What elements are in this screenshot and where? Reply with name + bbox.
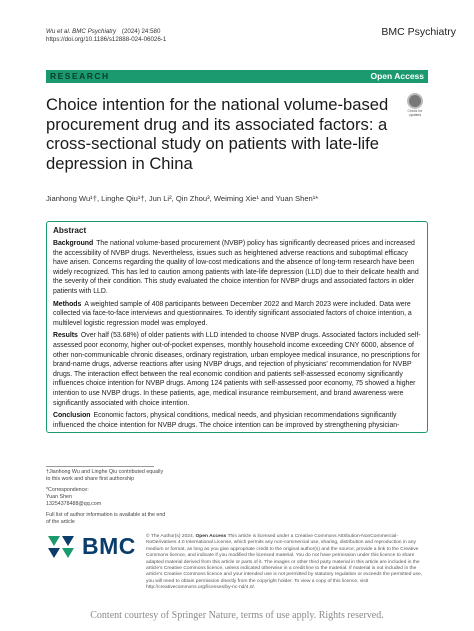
methods-text: A weighted sample of 408 participants between December 2022 and March 2023 were included. Data were collected via face-to-face interviews and questionnaires. To identify significant associated factors of choice intention, a multilevel logistic regression model was employed.	[53, 300, 412, 327]
methods-label: Methods	[53, 300, 82, 308]
abstract-background	[53, 239, 421, 297]
bmc-logo	[46, 534, 136, 560]
check-for-updates-badge[interactable]	[404, 93, 426, 115]
results-label: Results	[53, 332, 78, 340]
journal-name: BMC Psychiatry	[381, 26, 456, 38]
license-block	[146, 534, 428, 592]
abstract-methods	[53, 300, 421, 329]
bmc-logo-text: BMC	[82, 533, 136, 559]
correspondence-email[interactable]: 13254378488@qq.com	[46, 501, 102, 507]
citation-line	[46, 28, 166, 36]
abstract-conclusion	[53, 411, 421, 430]
citation-author: Wu et al. BMC Psychiatry	[46, 28, 117, 35]
page-footer: Content courtesy of Springer Nature, terms of use apply. Rights reserved.	[90, 610, 384, 621]
footnotes	[46, 466, 166, 530]
copyright: © The Author(s) 2024.	[146, 534, 195, 539]
abstract-heading: Abstract	[53, 226, 87, 235]
footnote-divider	[46, 466, 154, 467]
correspondence-name: Yuan Shen	[46, 494, 72, 500]
author-list: Jianhong Wu¹†, Linghe Qiu¹†, Jun Li², Qin Zhou³, Weiming Xie¹ and Yuan Shen¹*	[46, 194, 319, 203]
bmc-logo-icon	[46, 534, 78, 560]
license-open-access-label: Open Access	[195, 534, 227, 539]
abstract-results	[53, 331, 421, 408]
correspondence	[46, 487, 166, 508]
license-text: This article is licensed under a Creative Commons Attribution-NonCommercial-NoDerivatives 4.0 International License, which permits any non-commercial use, sharing, distribution and reproduction in any medium or format, as long as you give appropriate credit to the original author(s) and the source, provide a link to the Creative Commons licence, and indicate if you modified the licensed material. You do not have permission under this licence to share adapted material derived from this article or parts of it. The images or other third party material in this article are included in the article's Creative Commons licence, unless indicated otherwise in a credit line to the material. If material is not included in the article's Creative Commons licence and your intended use is not permitted by statutory regulation or exceeds the permitted use, you will need to obtain permission directly from the copyright holder. To view a copy of this licence, visit http://creativecommons.org/licenses/by-nc-nd/4.0/.	[146, 534, 423, 591]
correspondence-label: *Correspondence:	[46, 487, 89, 493]
equal-contribution-note: †Jianhong Wu and Linghe Qiu contributed equally to this work and share first authorship	[46, 469, 164, 482]
citation-block	[46, 28, 166, 44]
article-title: Choice intention for the national volume-based procurement drug and its associated factors: a cross-sectional study on patients with late-life depression in China	[46, 95, 389, 173]
open-access-label: Open Access	[370, 71, 424, 81]
conclusion-label: Conclusion	[53, 412, 91, 420]
results-text: Over half (53.68%) of older patients with LLD intended to choose NVBP drugs. Associated factors included self-assessed poor economy, higher out-of-pocket expenses, monthly household income exceeding CNY 6000, absence of other non-communicable chronic diseases, ordinary registration, urban employee medical insurance, no prescriptions for brand-name drugs, adverse reactions after using NVBP drugs, and rejection of physicians' recommendation for NVBP drugs. The interaction effect between the real economic condition and patients self-assessed economy significantly influences choice intention for NVBP drugs. Among 124 patients with self-assessed poor economy, 75 showed a higher intention to use NVBP drugs. In these patients, age, medical insurance reimbursement, and brand awareness were significantly associated with choice intention.	[53, 332, 421, 407]
section-banner	[46, 70, 428, 83]
conclusion-text: Economic factors, physical conditions, medical needs, and physician recommendations significantly influenced the choice intention for NVBP drugs. The choice intention can be improved by strengthening physician-	[53, 412, 400, 429]
background-label: Background	[53, 240, 94, 247]
updates-label: Check for updates	[407, 109, 423, 117]
background-text: The national volume-based procurement (NVBP) policy has significantly decreased prices and increased the accessibility of NVBP drugs. Nevertheless, issues such as heightened adverse reactions and suboptimal efficacy have arisen. Concerns regarding the quality of low-cost medications and the absence of long-term research have been widely recognized. This has led to caution among patients with late-life depression (LLD) due to their delicate health and the severity of their condition. This study evaluated the choice intention for NVBP drugs and associated factors in older patients with LLD.	[53, 240, 419, 295]
section-label: RESEARCH	[50, 71, 110, 81]
updates-icon	[407, 93, 423, 109]
abstract-box	[46, 221, 428, 433]
doi-link[interactable]: https://doi.org/10.1186/s12888-024-06026-1	[46, 36, 167, 43]
citation-year: (2024) 24:580	[121, 28, 161, 35]
affiliations-note: Full list of author information is available at the end of the article	[46, 512, 166, 525]
